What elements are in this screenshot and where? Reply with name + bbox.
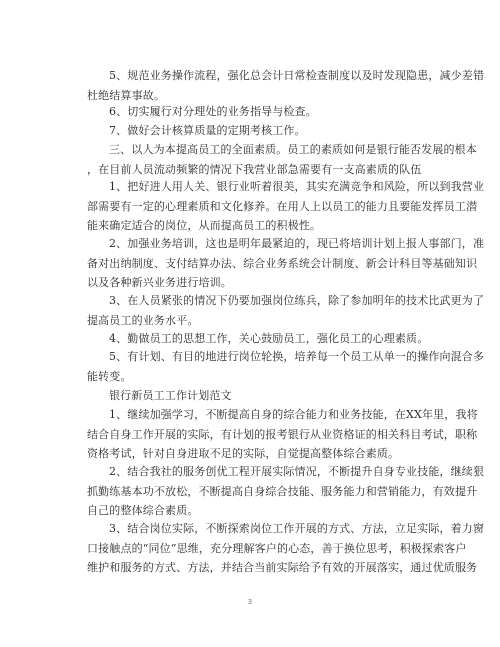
paragraph: [87, 347, 485, 386]
text-line: 抓勤练基本功不放松，不断提高自身综合技能、服务能力和营销能力，有效提升: [87, 484, 478, 498]
text-line: 6、切实履行对分理处的业务指导与检查。: [109, 105, 317, 118]
text-line: 以及各种新兴业务进行培训。: [87, 276, 232, 289]
text-line: 提高员工的业务水平。: [87, 313, 199, 327]
paragraph: [87, 519, 485, 578]
text-line: 银行新员工工作计划范文: [109, 389, 232, 402]
text-line: 能来确定适合的岗位，从而提高员工的积极性。: [87, 219, 322, 232]
text-line: 1、把好进人用人关、银行业听着很美，其实充满竞争和风险，所以到我营业: [109, 180, 485, 193]
text-line: 自己的整体综合素质。: [87, 504, 199, 517]
text-line: 5、有计划、有目的地进行岗位轮换，培养每一个员工从单一的操作向混合多: [109, 350, 485, 363]
page-number: 3: [247, 598, 253, 606]
text-line: 部需要有一定的心理素质和文化修养。在用人上以员工的能力且要能发挥员工潜: [87, 199, 478, 213]
text-line: 备对出纳制度、支付结算办法、综合业务系统会计制度、新会计科目等基础知识: [87, 256, 478, 270]
text-line: 三、以人为本提高员工的全面素质。员工的素质如何是银行能否发展的根本: [109, 143, 477, 156]
paragraph: [87, 66, 485, 105]
paragraph: [87, 386, 421, 406]
paragraph: [87, 177, 485, 236]
text-line: 1、继续加强学习，不断提高自身的综合能力和业务技能，在XX年里，我将: [109, 408, 478, 421]
paragraph: [87, 121, 421, 141]
text-line: 4、勤做员工的思想工作，关心鼓励员工，强化员工的心理素质。: [109, 332, 429, 345]
paragraph: [87, 405, 478, 464]
paragraph: [87, 462, 485, 521]
text-line: 3、在人员紧张的情况下仍要加强岗位练兵，除了参加明年的技术比武更为了: [109, 294, 485, 307]
paragraph: [87, 291, 485, 330]
text-line: 结合自身工作开展的实际，有计划的报考银行从业资格证的相关科目考试，职称: [87, 427, 478, 441]
text-line: 2、加强业务培训，这也是明年最紧迫的，现已将培训计划上报人事部门，准: [109, 237, 485, 250]
paragraph: [87, 140, 477, 179]
text-line: 能转变。: [87, 369, 132, 383]
text-line: 资格考试，针对自身进取不足的实际，自觉提高整体综合素质。: [87, 447, 400, 460]
text-line: 维护和服务的方式、方法，并结合当前实际给予有效的开展落实，通过优质服务: [87, 561, 478, 574]
text-line: 口接触点的“同位”思维，充分理解客户的心态，善于换位思考，积极探索客户: [87, 541, 467, 555]
text-line: 杜绝结算事故。: [87, 88, 166, 102]
paragraph: [87, 329, 429, 349]
text-line: 5、规范业务操作流程，强化总会计日常检查制度以及时发现隐患，减少差错: [109, 69, 485, 82]
text-line: 2、结合我社的服务创优工程开展实际情况，不断提升自身专业技能，继续狠: [109, 465, 485, 478]
paragraph: [87, 102, 421, 122]
text-line: 3、结合岗位实际，不断探索岗位工作开展的方式、方法，立足实际，着力窗: [109, 522, 485, 535]
paragraph: [87, 234, 485, 293]
text-line: ，在目前人员流动频繁的情况下我营业部急需要有一支高素质的队伍: [87, 162, 422, 176]
text-line: 7、做好会计核算质量的定期考核工作。: [109, 124, 306, 137]
